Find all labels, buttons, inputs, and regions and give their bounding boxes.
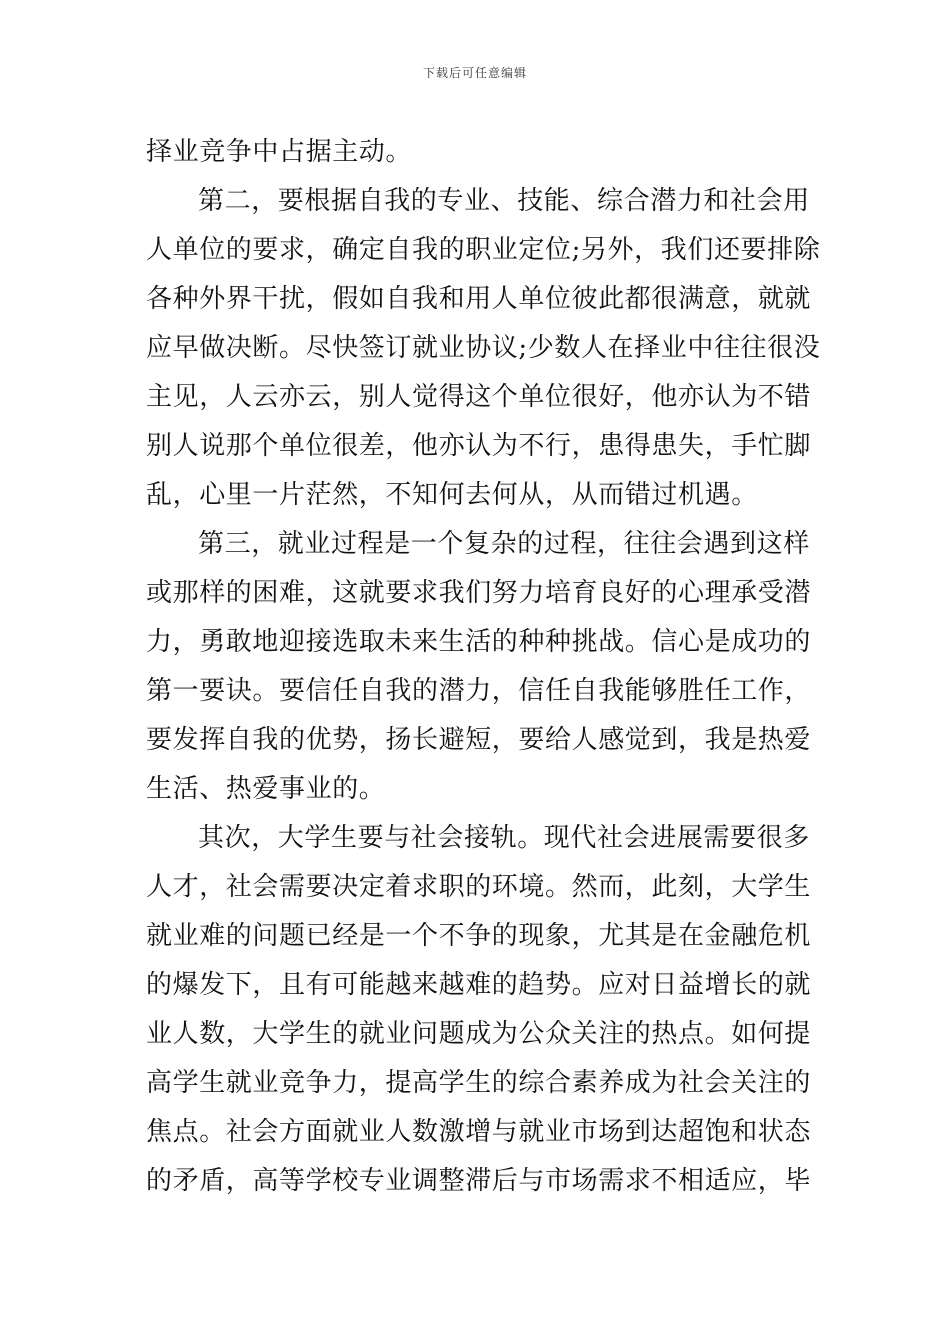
- document-body: [146, 128, 821, 1206]
- text-line: 人才，社会需要决定着求职的环境。然而，此刻，大学生: [146, 872, 812, 902]
- text-line: 人单位的要求，确定自我的职业定位;另外，我们还要排除: [146, 235, 821, 265]
- paragraph-first-line: 第三，就业过程是一个复杂的过程，往往会遇到这样: [198, 529, 810, 559]
- text-line: 乱，心里一片茫然，不知何去何从，从而错过机遇。: [146, 480, 758, 510]
- text-line: 的爆发下，且有可能越来越难的趋势。应对日益增长的就: [146, 970, 812, 1000]
- paragraph-first-line: 其次，大学生要与社会接轨。现代社会进展需要很多: [198, 823, 810, 853]
- text-line: 生活、热爱事业的。: [146, 774, 386, 804]
- text-line: 各种外界干扰，假如自我和用人单位彼此都很满意，就就: [146, 284, 812, 314]
- text-line: 力，勇敢地迎接选取未来生活的种种挑战。信心是成功的: [146, 627, 812, 657]
- text-line: 主见，人云亦云，别人觉得这个单位很好，他亦认为不错: [146, 382, 812, 412]
- text-line: 或那样的困难，这就要求我们努力培育良好的心理承受潜: [146, 578, 812, 608]
- text-line: 的矛盾，高等学校专业调整滞后与市场需求不相适应，毕: [146, 1166, 812, 1196]
- text-line: 别人说那个单位很差，他亦认为不行，患得患失，手忙脚: [146, 431, 812, 461]
- text-line: 业人数，大学生的就业问题成为公众关注的热点。如何提: [146, 1019, 812, 1049]
- text-line: 要发挥自我的优势，扬长避短，要给人感觉到，我是热爱: [146, 725, 812, 755]
- paragraph-first-line: 第二，要根据自我的专业、技能、综合潜力和社会用: [198, 186, 810, 216]
- text-line: 第一要诀。要信任自我的潜力，信任自我能够胜任工作，: [146, 676, 812, 706]
- page-header: 下载后可任意编辑: [422, 66, 527, 80]
- text-line: 择业竞争中占据主动。: [146, 137, 413, 167]
- text-line: 高学生就业竞争力，提高学生的综合素养成为社会关注的: [146, 1068, 812, 1098]
- text-line: 应早做决断。尽快签订就业协议;少数人在择业中往往很没: [146, 333, 821, 363]
- text-line: 焦点。社会方面就业人数激增与就业市场到达超饱和状态: [146, 1117, 812, 1147]
- text-line: 就业难的问题已经是一个不争的现象，尤其是在金融危机: [146, 921, 812, 951]
